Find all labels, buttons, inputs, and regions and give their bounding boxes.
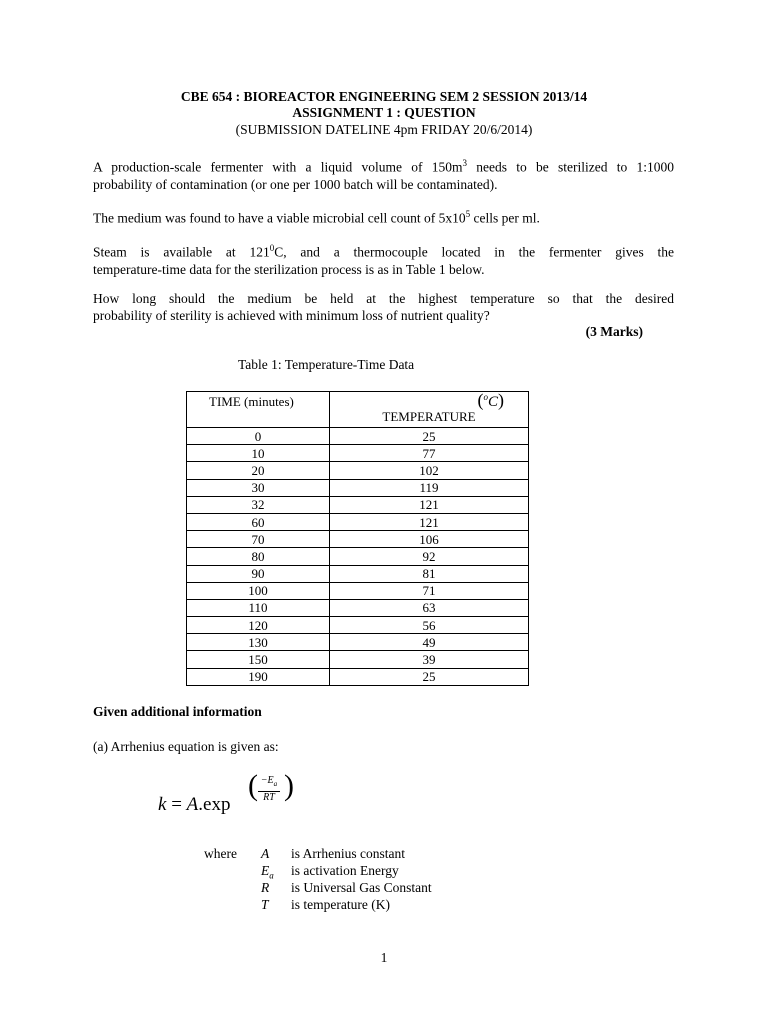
term-description: is Universal Gas Constant [291,880,432,895]
table-row [187,565,529,582]
cell-time: 0 [187,428,330,445]
column-header-time: TIME (minutes) [187,392,330,428]
term-symbol: $E_a$ [261,863,274,881]
term-description: is temperature (K) [291,897,390,912]
arrhenius-intro: (a) Arrhenius equation is given as: [93,739,279,754]
cell-temperature: 106 [330,531,529,548]
cell-temperature: 49 [330,634,529,651]
cell-time: 120 [187,617,330,634]
cell-time: 110 [187,599,330,616]
table-row [187,428,529,445]
table-row [187,651,529,668]
cell-time: 90 [187,565,330,582]
cell-temperature: 119 [330,479,529,496]
cell-temperature: 56 [330,617,529,634]
document-page: CBE 654 : BIOREACTOR ENGINEERING SEM 2 SESSION 2013/14 ASSIGNMENT 1 : QUESTION (SUBMISSION DATELINE 4pm FRIDAY 20/6/2014) A production-scale fermenter with a liquid volume of $150m^3$ needs to be sterilized to 1:1000 probability of contamination (or one per 1000 batch will be contaminated). The medium was found to have a viable microbial cell count of $5x10^5$ cells per ml. Steam is available at $121^0C$, and a thermocouple located in the fermenter gives the temperature-time data for the sterilization process is as in Table 1 below. How long should the medium be held at the highest temperature so that the desired probability of sterility is achieved with minimum loss of nutrient quality? (3 Marks) Table 1: Temperature-Time Data TIME (minutes) ($^o$C) TEMPERATURE 0 25 10 77 20 102 30 119 32 121 60 121 70 106 80 92 90 81 100 71 110 63 120 56 130 49 150 39 190 25 Given additional information (a) Arrhenius equation is given as: k = A.exp ( $\frac{-E_a}{RT}$ ) where A is Arrhenius constant $E_a$ is activation Energy R is Universal Gas Constant T is temperature (K) 1 [0,0,768,1024]
cell-temperature: 102 [330,462,529,479]
cell-time: 130 [187,634,330,651]
paragraph-fermenter: A production-scale fermenter with a liquid volume of $150m^3$ needs to be sterilized to 1:1000 probability of contamination (or one per 1000 batch will be contaminated). [93,158,674,192]
exponent-fraction: $\frac{-E_a}{RT}$ [258,775,280,804]
temperature-time-table [186,391,529,686]
cell-time: 20 [187,462,330,479]
table-header-row [187,392,529,428]
table-row [187,548,529,565]
table-row [187,496,529,513]
table-row [187,599,529,616]
table-row [187,531,529,548]
cell-time: 60 [187,513,330,530]
paragraph-steam: Steam is available at $121^0C$, and a thermocouple located in the fermenter gives the temperature-time data for the sterilization process is as in Table 1 below. [93,243,674,277]
cell-temperature: 92 [330,548,529,565]
column-header-temperature: ($^o$C) TEMPERATURE [330,392,529,428]
marks-label: (3 Marks) [585,324,643,339]
cell-time: 150 [187,651,330,668]
where-label: where [204,846,237,861]
page-number: 1 [380,950,388,965]
table-row [187,617,529,634]
table-body [187,428,529,686]
table-row [187,634,529,651]
term-symbol: R [261,880,270,895]
table-row [187,513,529,530]
table-row [187,668,529,685]
cell-temperature: 25 [330,668,529,685]
cell-temperature: 39 [330,651,529,668]
cell-time: 70 [187,531,330,548]
cell-temperature: 63 [330,599,529,616]
term-symbol: T [261,897,269,912]
assignment-title: ASSIGNMENT 1 : QUESTION [292,105,476,120]
paragraph-question: How long should the medium be held at the highest temperature so that the desired probability of sterility is achieved with minimum loss of nutrient quality? [93,291,674,323]
cell-temperature: 71 [330,582,529,599]
cell-time: 100 [187,582,330,599]
cell-temperature: 81 [330,565,529,582]
cell-temperature: 25 [330,428,529,445]
table-row [187,479,529,496]
cell-temperature: 121 [330,496,529,513]
table-row [187,462,529,479]
additional-info-heading: Given additional information [93,704,262,719]
table-row [187,445,529,462]
cell-temperature: 77 [330,445,529,462]
table-caption: Table 1: Temperature-Time Data [238,357,415,372]
term-description: is activation Energy [291,863,399,878]
cell-time: 32 [187,496,330,513]
celsius-unit: ($^o$C) [477,390,504,410]
cell-temperature: 121 [330,513,529,530]
table-row [187,582,529,599]
cell-time: 10 [187,445,330,462]
paragraph-cell-count: The medium was found to have a viable microbial cell count of $5x10^5$ cells per ml. [93,209,540,226]
course-title: CBE 654 : BIOREACTOR ENGINEERING SEM 2 SESSION 2013/14 [180,89,588,104]
term-description: is Arrhenius constant [291,846,405,861]
exponent: ( $\frac{-E_a}{RT}$ ) [248,769,294,803]
term-symbol: A [261,846,270,861]
submission-deadline: (SUBMISSION DATELINE 4pm FRIDAY 20/6/2014) [235,122,533,137]
cell-time: 80 [187,548,330,565]
cell-time: 190 [187,668,330,685]
cell-time: 30 [187,479,330,496]
